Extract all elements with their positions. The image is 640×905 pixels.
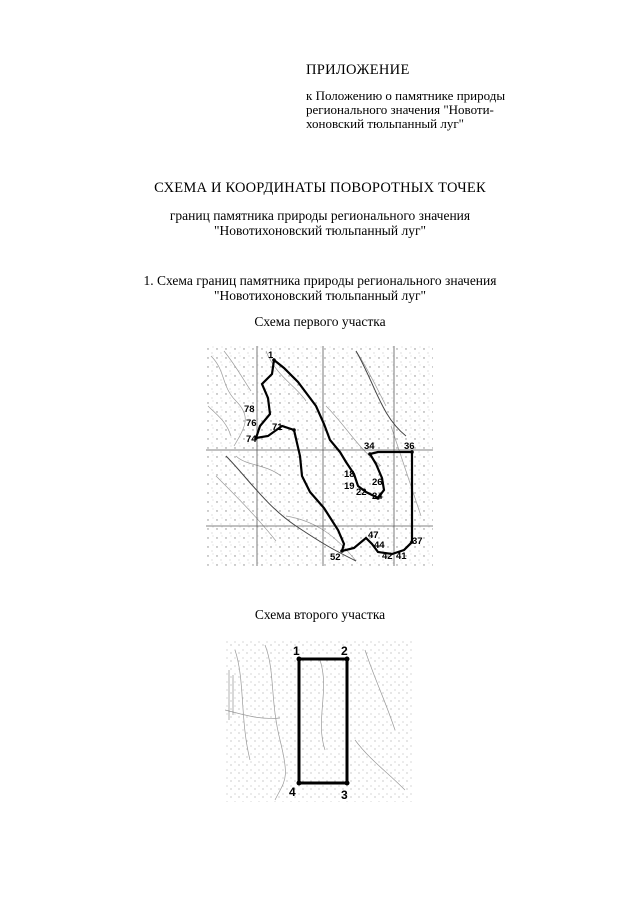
appendix-line: к Положению о памятнике природы [306, 88, 506, 103]
appendix-line: хоновский тюльпанный луг" [306, 116, 464, 131]
section-heading-line: "Новотихоновский тюльпанный луг" [213, 288, 427, 303]
map-background [206, 346, 433, 566]
point-label: 76 [246, 418, 257, 429]
point-label: 42 [382, 551, 393, 562]
point-label: 18 [344, 469, 355, 480]
scheme-1-map [206, 346, 433, 566]
subtitle-line: "Новотихоновский тюльпанный луг" [213, 223, 427, 238]
section-heading-line: 1. Схема границ памятника природы регионального значения [143, 273, 497, 288]
scheme-1-caption: Схема первого участка [254, 314, 386, 329]
section-heading [0, 273, 640, 303]
point-label: 19 [344, 481, 355, 492]
point-label: 4 [289, 785, 296, 799]
scheme-2-svg [225, 640, 412, 802]
point-label: 36 [404, 441, 415, 452]
appendix-line: регионального значения "Новоти- [306, 102, 494, 117]
point-label: 26 [372, 477, 383, 488]
point-label: 71 [272, 422, 283, 433]
point-label: 78 [244, 404, 255, 415]
point-label: 24 [372, 491, 383, 502]
subtitle [0, 208, 640, 238]
point-label: 47 [368, 530, 379, 541]
point-label: 2 [341, 644, 348, 658]
point-label: 1 [268, 350, 274, 361]
main-title: СХЕМА И КООРДИНАТЫ ПОВОРОТНЫХ ТОЧЕК [154, 180, 486, 196]
point-label: 37 [412, 536, 423, 547]
point-label: 41 [396, 551, 407, 562]
point-label: 22 [356, 487, 367, 498]
scheme-2-caption: Схема второго участка [254, 607, 386, 622]
point-label: 1 [293, 644, 300, 658]
subtitle-line: границ памятника природы регионального значения [169, 208, 471, 223]
appendix-text [306, 89, 568, 131]
scheme-1-svg [206, 346, 433, 566]
appendix-title: ПРИЛОЖЕНИЕ [306, 62, 410, 78]
point-label: 3 [341, 788, 348, 802]
point-label: 44 [374, 540, 385, 551]
point-label: 52 [330, 552, 341, 563]
point-label: 74 [246, 434, 257, 445]
point-label: 34 [364, 441, 375, 452]
scheme-2-map [225, 640, 412, 802]
map-background [225, 640, 412, 802]
